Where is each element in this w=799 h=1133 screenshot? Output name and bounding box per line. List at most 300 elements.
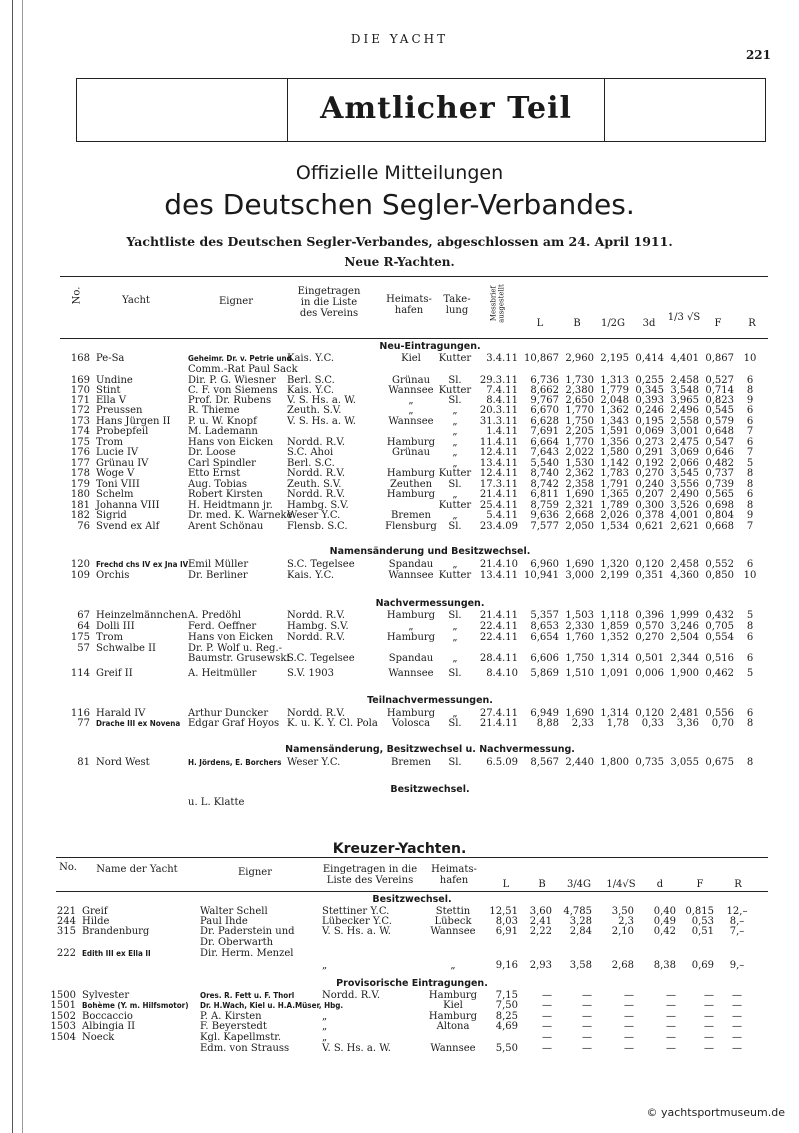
cell-L: 6,960 [530,559,559,570]
cell-L: 6,949 [530,708,559,719]
cell-club: S.V. 1903 [287,668,334,679]
section-namen: Namensänderung und Besitzwechsel. [329,546,531,557]
cell-rig: „ [452,708,458,719]
cell-V: 1,900 [670,668,699,679]
cell-yacht: Drache III ex Novena [96,719,181,728]
cell-port: Hamburg [386,610,436,621]
cell-yacht: Greif II [96,668,133,679]
cell-date: 12.4.11 [479,468,518,479]
banner-frame [76,78,766,142]
cell-V: 3,965 [670,395,699,406]
cell-F: 0,527 [705,375,734,386]
cell-yacht: Nord West [96,757,150,768]
kcol-F: F [696,879,704,890]
cell-club: S.C. Tegelsee [287,653,355,664]
kcell-F: 0,51 [691,926,714,937]
kcell-club: „ [322,1011,328,1022]
cell-F: 0,850 [705,570,734,581]
cell-B: 1,730 [565,375,594,386]
cell-L: 6,628 [530,416,559,427]
cell-yacht: Undine [96,375,133,386]
kcol-port-2: hafen [439,875,469,886]
kcell-G: — [582,990,592,1001]
cell-owner: Dr. Loose [188,447,236,458]
cell-R: 7 [746,521,754,532]
cell-date: 20.3.11 [479,405,518,416]
cell-d: 0,396 [635,610,664,621]
cell-d: 0,120 [635,708,664,719]
kcell-club: Nordd. R.V. [322,990,381,1001]
kcell-name: Brandenburg [82,926,150,937]
table-row [0,948,799,959]
kcell-owner: Dir. Herm. Menzel [200,948,294,959]
cell-B: 2,668 [565,510,594,521]
kcell-B: — [542,1011,552,1022]
cell-yacht: Sigrid [96,510,127,521]
table-row [0,570,799,581]
kcol-club-2: Liste des Vereins [326,875,414,886]
kcell-L: 9,16 [495,960,518,971]
cell-B: 2,33 [571,718,594,729]
cell-G: 2,195 [600,353,629,364]
cell-L: 6,654 [530,632,559,643]
cell-d: 0,414 [635,353,664,364]
cell-port: Spandau [388,653,434,664]
cell-V: 3,556 [670,479,699,490]
col-rig-2: lung [445,305,469,316]
cell-R: 5 [746,458,754,469]
kcell-B: — [542,1021,552,1032]
kcell-owner: Edm. von Strauss [200,1043,290,1054]
kcell-owner: Dr. Paderstein und [200,926,295,937]
cell-owner: Arthur Duncker [188,708,269,719]
cell-owner: R. Thieme [188,405,240,416]
cell-G: 1,356 [600,437,629,448]
cell-V: 2,481 [670,708,699,719]
cell-B: 2,380 [565,385,594,396]
cell-L: 9,767 [530,395,559,406]
cell-d: 0,621 [635,521,664,532]
cell-R: 10 [743,353,757,364]
cell-d: 0,345 [635,385,664,396]
kcell-port: Wannsee [430,1043,476,1054]
cell-R: 8 [746,385,754,396]
cell-yacht: Ella V [96,395,127,406]
cell-B: 1,770 [565,405,594,416]
kcell-R: — [732,1021,742,1032]
cell-G: 1,78 [606,718,629,729]
banner-title: Amtlicher Teil [320,91,572,126]
kcell-G: — [582,1043,592,1054]
cell-B: 1,750 [565,653,594,664]
cell-rig: „ [452,510,458,521]
cell-L: 6,606 [530,653,559,664]
cell-F: 0,804 [705,510,734,521]
cell-club: Zeuth. S.V. [287,405,342,416]
kcell-G: — [582,1021,592,1032]
cell-B: 2,960 [565,353,594,364]
cell-B: 2,330 [565,621,594,632]
cell-club: Hambg. S.V. [287,621,349,632]
cell-rig: Kutter [438,570,472,581]
cell-G: 1,314 [600,653,629,664]
kcell-R: — [732,990,742,1001]
cell-club: Weser Y.C. [287,757,341,768]
cell-yacht: Johanna VIII [96,500,160,511]
cell-date: 29.3.11 [479,375,518,386]
cell-G: 1,313 [600,375,629,386]
kcell-G: — [582,1000,592,1011]
kcell-F: — [704,1000,714,1011]
kcell-no: 1500 [50,990,76,1001]
cell-club: Nordd. R.V. [287,610,346,621]
kcell-L: 8,03 [495,916,518,927]
cell-no: 181 [70,500,90,511]
cell-G: 1,314 [600,708,629,719]
cell-club: Hambg. S.V. [287,500,349,511]
cell-owner: A. Predöhl [188,610,242,621]
table-row [0,621,799,632]
kcell-name: Sylvester [82,990,130,1001]
cell-G: 1,591 [600,426,629,437]
kcell-V: — [624,1011,634,1022]
kcell-d: — [666,1032,676,1043]
cell-rig: „ [452,437,458,448]
kcell-R: 9,– [729,960,745,971]
kcell-d: 0,49 [653,916,676,927]
cell-no: 180 [70,489,90,500]
cell-no: 177 [70,458,90,469]
table-row [0,1000,799,1011]
cell-d: 0,351 [635,570,664,581]
col-yacht: Yacht [122,295,150,306]
kcell-F: — [704,990,714,1001]
table-row [0,937,799,948]
cell-date: 21.4.11 [479,489,518,500]
col-club-1: Eingetragen [297,286,361,297]
cell-port: Grünau [391,447,431,458]
cell-club: Kais. Y.C. [287,353,335,364]
kcell-G: 3,28 [569,916,592,927]
cell-F: 0,516 [705,653,734,664]
col-date-1: Messbrief [489,285,498,322]
section-nachverm: Nachvermessungen. [375,598,485,609]
kcell-V: 2,10 [611,926,634,937]
kcell-d: — [666,1043,676,1054]
cell-B: 2,362 [565,468,594,479]
cell-club: Berl. S.C. [287,458,335,469]
table-row [0,364,799,375]
cell-no: 64 [77,621,90,632]
cell-G: 1,789 [600,500,629,511]
table-row [0,559,799,570]
cell-d: 0,378 [635,510,664,521]
cell-F: 0,545 [705,405,734,416]
cell-yacht: Schelm [96,489,134,500]
kcell-d: — [666,1021,676,1032]
kcol-G: 3/4G [566,879,592,890]
cell-port: Volosca [391,718,431,729]
cell-R: 9 [746,510,754,521]
cell-owner: Dr. med. K. Warneke [188,510,293,521]
cell-L: 8,742 [530,479,559,490]
cell-rig: „ [452,621,458,632]
cell-F: 0,646 [705,447,734,458]
cell-rig: „ [452,447,458,458]
cell-R: 6 [746,489,754,500]
cell-club: V. S. Hs. a. W. [287,416,356,427]
cell-F: 0,579 [705,416,734,427]
cell-R: 8 [746,479,754,490]
cell-no: 176 [70,447,90,458]
cell-d: 0,291 [635,447,664,458]
cell-V: 3,545 [670,468,699,479]
cell-V: 3,001 [670,426,699,437]
cell-yacht: Lucie IV [96,447,139,458]
cell-V: 2,621 [670,521,699,532]
cell-yacht: Frechd chs IV ex Jna IV [96,560,189,569]
kcell-owner: Dr. Oberwarth [200,937,274,948]
table-row [0,757,799,768]
col-club-2: in die Liste [300,297,358,308]
cell-no: 116 [70,708,90,719]
cell-yacht: Schwalbe II [96,643,157,654]
col-G: 1/2G [600,318,626,329]
cell-d: 0,195 [635,416,664,427]
kcell-owner: Walter Schell [200,906,268,917]
cell-owner: Prof. Dr. Rubens [188,395,272,406]
table-row [0,1043,799,1054]
kcell-V: — [624,1000,634,1011]
page-number: 221 [745,48,771,62]
cell-yacht: Toni VIII [96,479,140,490]
cell-rig: Kutter [438,468,472,479]
kcell-port: Kiel [443,1000,463,1011]
cell-no: 57 [77,643,90,654]
cell-date: 6.5.09 [486,757,518,768]
kcell-no: 222 [56,948,76,959]
kcell-port: Hamburg [428,990,478,1001]
cell-no: 77 [77,718,90,729]
cell-B: 2,050 [565,521,594,532]
cell-rig: Sl. [448,668,462,679]
table-row [0,653,799,664]
col-no: No. [71,286,83,305]
cell-date: 25.4.11 [479,500,518,511]
cell-owner: Hans von Eicken [188,437,274,448]
kcell-G: — [582,1032,592,1043]
kreuzer-section-prov: Provisorische Eintragungen. [336,978,488,989]
cell-L: 8,662 [530,385,559,396]
section-neu: Neu-Eintragungen. [379,341,481,352]
cell-L: 6,736 [530,375,559,386]
kcol-L: L [502,879,510,890]
kcell-R: 8,– [729,916,745,927]
cell-d: 0,006 [635,668,664,679]
cell-R: 8 [746,757,754,768]
cell-L: 8,740 [530,468,559,479]
col-F: F [714,318,722,329]
cell-club: Kais. Y.C. [287,385,335,396]
cell-L: 8,759 [530,500,559,511]
kcell-B: 3,60 [529,906,552,917]
cell-port: Wannsee [388,570,434,581]
cell-d: 0,207 [635,489,664,500]
cell-rig: Kutter [438,500,472,511]
cell-owner: Comm.-Rat Paul Sack [188,364,298,375]
cell-owner: Edgar Graf Hoyos [188,718,280,729]
cell-club: Nordd. R.V. [287,489,346,500]
cell-R: 10 [743,570,757,581]
cell-B: 2,205 [565,426,594,437]
kcell-no: 221 [56,906,76,917]
cell-port: „ [408,621,414,632]
col-L: L [536,318,544,329]
kcell-club: „ [322,1032,328,1043]
col-owner: Eigner [218,296,254,307]
cell-port: Wannsee [388,668,434,679]
cell-date: 5.4.11 [486,510,518,521]
cell-no: 178 [70,468,90,479]
section-namen-besitz-nach: Namensänderung, Besitzwechsel u. Nachvermessung. [285,744,575,755]
cell-d: 0,246 [635,405,664,416]
kcell-V: — [624,990,634,1001]
cell-R: 6 [746,416,754,427]
cell-F: 0,705 [705,621,734,632]
kcell-L: 8,25 [495,1011,518,1022]
cell-R: 6 [746,375,754,386]
kcell-G: 4,785 [563,906,592,917]
col-port-2: hafen [394,305,424,316]
table-row [0,1032,799,1043]
cell-B: 2,650 [565,395,594,406]
cell-owner: Dir. P. G. Wiesner [188,375,276,386]
table-row [0,447,799,458]
cell-V: 3,526 [670,500,699,511]
table-row [0,668,799,679]
cell-no: 171 [70,395,90,406]
table-row [0,468,799,479]
cell-G: 1,091 [600,668,629,679]
cell-no: 81 [77,757,90,768]
kcell-V: — [624,1032,634,1043]
kcell-name: Edith III ex Ella II [82,949,151,958]
cell-R: 8 [746,718,754,729]
kcol-V: 1/4√S [606,879,636,890]
cell-date: 17.3.11 [479,479,518,490]
cell-G: 1,142 [600,458,629,469]
cell-owner: Robert Kirsten [188,489,263,500]
cell-d: 0,069 [635,426,664,437]
cell-port: Zeuthen [389,479,433,490]
kcell-F: — [704,1043,714,1054]
cell-F: 0,552 [705,559,734,570]
cell-L: 6,811 [530,489,559,500]
cell-L: 6,664 [530,437,559,448]
kcell-d: 0,42 [653,926,676,937]
cell-port: Wannsee [388,416,434,427]
cell-F: 0,70 [711,718,734,729]
cell-no: 114 [70,668,90,679]
cell-V: 2,490 [670,489,699,500]
cell-no: 109 [70,570,90,581]
running-title: DIE YACHT [350,32,449,46]
cell-owner: Carl Spindler [188,458,256,469]
cell-G: 1,118 [600,610,629,621]
cell-date: 3.4.11 [486,353,518,364]
cell-port: Hamburg [386,708,436,719]
kcell-no: 1502 [50,1011,76,1022]
kcell-name: Bohème (Y. m. Hilfsmotor) [82,1001,189,1010]
kcol-R: R [734,879,742,890]
cell-B: 1,750 [565,416,594,427]
cell-d: 0,393 [635,395,664,406]
cell-B: 1,770 [565,437,594,448]
kcell-owner: Paul Ihde [200,916,248,927]
kcell-R: 7,– [729,926,745,937]
cell-no: 172 [70,405,90,416]
table-top-rule [60,276,768,277]
kcell-B: — [542,1000,552,1011]
cell-date: 12.4.11 [479,447,518,458]
cell-rig: „ [452,489,458,500]
table-row [0,632,799,643]
table-row [0,797,799,808]
kcell-B: 2,41 [529,916,552,927]
cell-owner: H. Heidtmann jr. [188,500,273,511]
cell-club: Zeuth. S.V. [287,479,342,490]
cell-no: 168 [70,353,90,364]
cell-F: 0,737 [705,468,734,479]
kcell-F: 0,53 [691,916,714,927]
cell-owner: Dr. P. Wolf u. Reg.- [188,643,283,654]
kcell-B: — [542,1043,552,1054]
kcell-R: — [732,1032,742,1043]
cell-V: 2,344 [670,653,699,664]
cell-d: 0,120 [635,559,664,570]
cell-R: 5 [746,610,754,621]
kcell-owner: F. Beyerstedt [200,1021,267,1032]
cell-no: 175 [70,437,90,448]
cell-date: 21.4.11 [479,610,518,621]
cell-owner: C. F. von Siemens [188,385,278,396]
cell-F: 0,648 [705,426,734,437]
cell-F: 0,432 [705,610,734,621]
cell-F: 0,668 [705,521,734,532]
cell-B: 2,440 [565,757,594,768]
cell-L: 5,869 [530,668,559,679]
cell-rig: „ [452,405,458,416]
kcell-owner: Kgl. Kapellmstr. [200,1032,282,1043]
col-B: B [573,318,581,329]
cell-R: 6 [746,405,754,416]
kreuzer-header-rule [56,891,768,892]
cell-B: 1,510 [565,668,594,679]
cell-F: 0,462 [705,668,734,679]
cell-no: 174 [70,426,90,437]
cell-V: 4,401 [670,353,699,364]
cell-d: 0,270 [635,632,664,643]
cell-owner: M. Lademann [188,426,258,437]
cell-port: „ [408,405,414,416]
cell-no: 76 [77,521,90,532]
cell-G: 1,580 [600,447,629,458]
kcell-L: 4,69 [495,1021,518,1032]
kcol-d: d [656,879,664,890]
cell-owner: P. u. W. Knopf [188,416,257,427]
cell-F: 0,482 [705,458,734,469]
col-R: R [748,318,756,329]
